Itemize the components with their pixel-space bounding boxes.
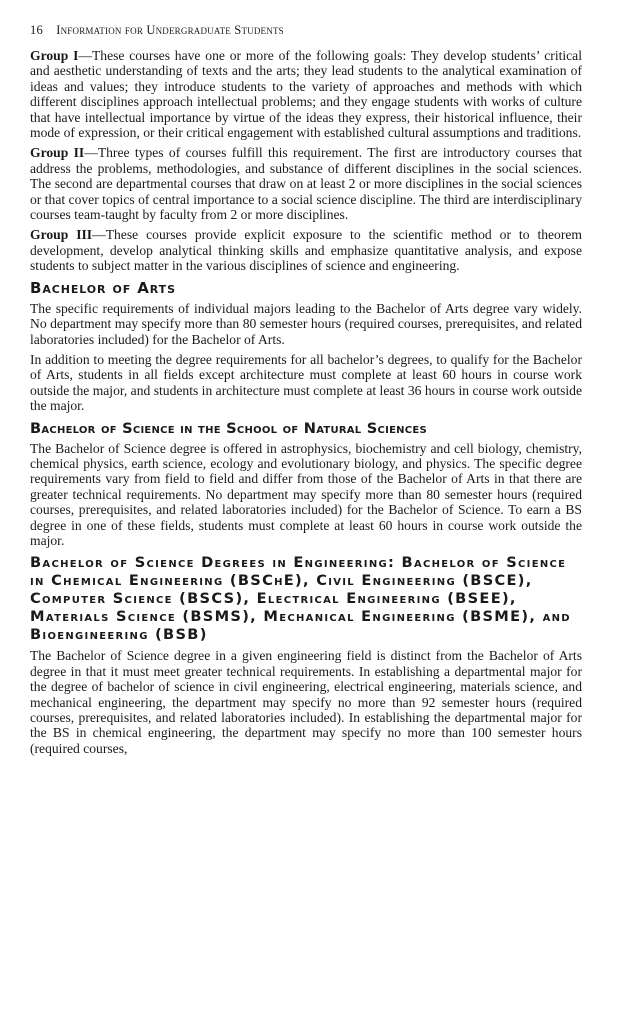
- bachelor-of-arts-paragraph-1: The specific requirements of individual majors leading to the Bachelor of Arts degree vary widely. No department may specify more than 80 semester hours (required courses, prerequisites, and related laboratories included) for the Bachelor of Arts.: [30, 300, 582, 347]
- bs-engineering-heading: Bachelor of Science Degrees in Engineering: Bachelor of Science in Chemical Engineering (BSChE), Civil Engineering (BSCE), Computer Science (BSCS), Electrical Engineering (BSEE), Materials Science (BSMS), Mechanical Engineering (BSME), and Bioengineering (BSB): [30, 554, 571, 644]
- group-1-paragraph: [30, 48, 582, 140]
- page-number: 16: [30, 23, 43, 37]
- running-head: [30, 22, 582, 38]
- group-3-paragraph: [30, 227, 582, 273]
- group-3-text: —These courses provide explicit exposure to the scientific method or to theorem development, develop analytical thinking skills and emphasize quantitative analysis, and expose students to subject matter in the various disciplines of science and engineering.: [30, 227, 582, 274]
- group-1-label: Group I: [30, 48, 79, 63]
- group-2-paragraph: [30, 145, 582, 222]
- bs-engineering-paragraph: The Bachelor of Science degree in a given engineering field is distinct from the Bachelor of Arts degree in that it must meet greater technical requirements. In establishing a departmental major for the degree of bachelor of science in civil engineering, electrical engineering, materials science, and mechanical engineering, the department may specify no more than 92 semester hours (required courses, prerequisites, and related laboratories included). In establishing the departmental major for the BS in chemical engineering, the department may specify no more than 100 semester hours (required courses,: [30, 648, 582, 756]
- group-3-label: Group III: [30, 227, 93, 243]
- bachelor-of-arts-paragraph-2: In addition to meeting the degree requirements for all bachelor’s degrees, to qualify for the Bachelor of Arts, students in all fields except architecture must complete at least 60 hours in course work outside the major, and students in architecture must complete at least 36 hours in course work outside the major.: [30, 351, 582, 414]
- group-2-label: Group II: [30, 145, 85, 161]
- document-page: [30, 22, 582, 761]
- bs-natural-sciences-heading: Bachelor of Science in the School of Natural Sciences: [30, 419, 427, 437]
- group-1-text: —These courses have one or more of the following goals: They develop students’ critical and aesthetic understanding of texts and the arts; they lead students to the analytical examination of ideas and values; they introduce students to the variety of approaches and methods with which different disciplines approach intellectual problems; and they engage students with works of culture that have intellectual importance by virtue of the ideas they express, their historical influence, their mode of expression, or their critical engagement with established cultural assumptions and traditions.: [30, 48, 582, 141]
- bachelor-of-arts-heading: Bachelor of Arts: [30, 278, 176, 297]
- running-head-title: Information for Undergraduate Students: [56, 23, 284, 37]
- group-2-text: —Three types of courses fulfill this requirement. The first are introductory courses that address the problems, methodologies, and substance of different disciplines in the social sciences. The second are departmental courses that draw on at least 2 or more disciplines in the social sciences or that cover topics of central importance to a social science discipline. The third are interdisciplinary courses team-taught by faculty from 2 or more disciplines.: [30, 145, 582, 223]
- bs-natural-sciences-paragraph: The Bachelor of Science degree is offered in astrophysics, biochemistry and cell biology, chemistry, chemical physics, earth science, ecology and evolutionary biology, and physics. The specific degree requirements vary from field to field and differ from those of the Bachelor of Arts in that there are greater technical requirements. No department may specify more than 80 semester hours (required courses, prerequisites, and related laboratories included) for the Bachelor of Science. To earn a BS degree in one of these fields, students must complete at least 60 hours in course work outside the major.: [30, 440, 582, 548]
